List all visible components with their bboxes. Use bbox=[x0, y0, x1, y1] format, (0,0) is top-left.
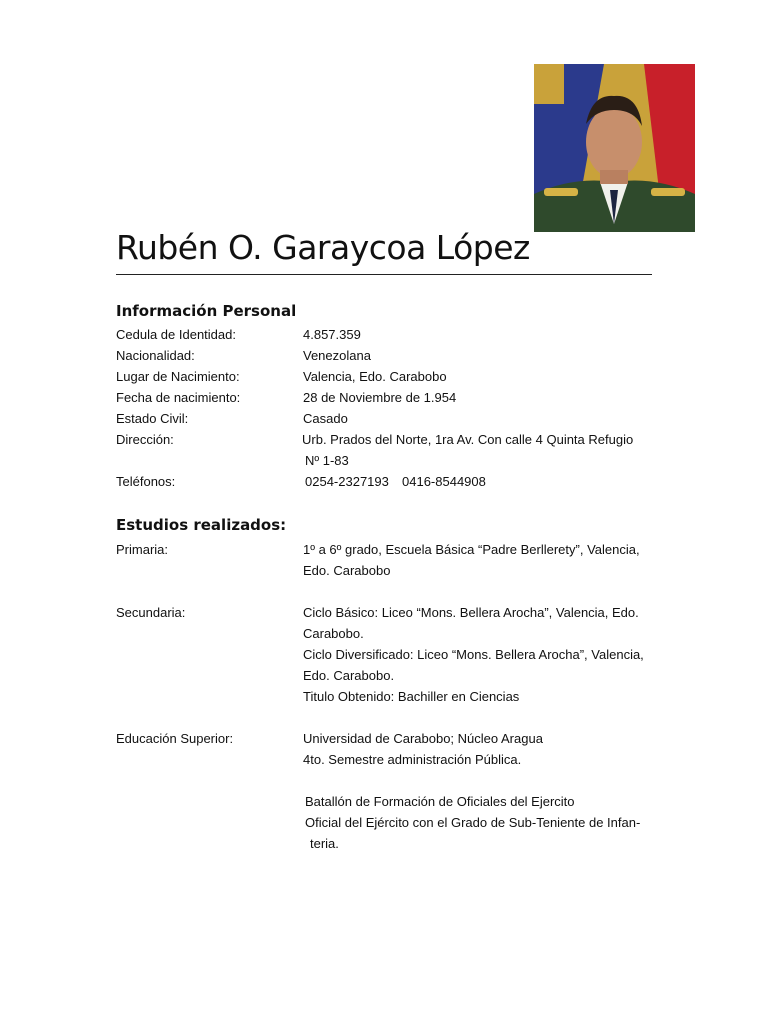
secundaria-line: Ciclo Diversificado: Liceo “Mons. Bellera Arocha”, Valencia, bbox=[303, 647, 644, 662]
value-telefono-2: 0416-8544908 bbox=[402, 474, 486, 489]
value-nacionalidad: Venezolana bbox=[303, 348, 371, 363]
secundaria-line: Edo. Carabobo. bbox=[303, 668, 395, 683]
superior-line: 4to. Semestre administración Pública. bbox=[303, 752, 522, 767]
value-cedula: 4.857.359 bbox=[303, 327, 361, 342]
militar-line: Batallón de Formación de Oficiales del Ejercito bbox=[305, 794, 575, 809]
value-fecha-nacimiento: 28 de Noviembre de 1.954 bbox=[303, 390, 457, 405]
primaria-line: 1º a 6º grado, Escuela Básica “Padre Berllerety”, Valencia, bbox=[303, 542, 640, 557]
value-direccion-cont: Nº 1-83 bbox=[305, 453, 349, 468]
label-primaria: Primaria: bbox=[116, 542, 169, 557]
value-direccion: Urb. Prados del Norte, 1ra Av. Con calle 4 Quinta Refugio bbox=[302, 432, 634, 447]
title-divider bbox=[116, 274, 652, 275]
label-direccion: Dirección: bbox=[116, 432, 174, 447]
label-cedula: Cedula de Identidad: bbox=[116, 327, 236, 342]
person-name: Rubén O. Garaycoa López bbox=[116, 228, 530, 267]
section-title-estudios: Estudios realizados: bbox=[116, 516, 287, 534]
secundaria-line: Ciclo Básico: Liceo “Mons. Bellera Arocha”, Valencia, Edo. bbox=[303, 605, 639, 620]
primaria-line: Edo. Carabobo bbox=[303, 563, 391, 578]
secundaria-line: Titulo Obtenido: Bachiller en Ciencias bbox=[303, 689, 520, 704]
superior-line: Universidad de Carabobo; Núcleo Aragua bbox=[303, 731, 543, 746]
value-estado-civil: Casado bbox=[303, 411, 348, 426]
label-secundaria: Secundaria: bbox=[116, 605, 186, 620]
value-telefono-1: 0254-2327193 bbox=[305, 474, 389, 489]
label-estado-civil: Estado Civil: bbox=[116, 411, 189, 426]
militar-line: teria. bbox=[310, 836, 339, 851]
value-lugar-nacimiento: Valencia, Edo. Carabobo bbox=[303, 369, 447, 384]
label-nacionalidad: Nacionalidad: bbox=[116, 348, 195, 363]
section-title-personal: Información Personal bbox=[116, 302, 297, 320]
label-telefonos: Teléfonos: bbox=[116, 474, 176, 489]
label-educacion-superior: Educación Superior: bbox=[116, 731, 234, 746]
label-lugar-nacimiento: Lugar de Nacimiento: bbox=[116, 369, 240, 384]
label-fecha-nacimiento: Fecha de nacimiento: bbox=[116, 390, 241, 405]
profile-photo bbox=[534, 64, 695, 232]
secundaria-line: Carabobo. bbox=[303, 626, 364, 641]
militar-line: Oficial del Ejército con el Grado de Sub-Teniente de Infan- bbox=[305, 815, 641, 830]
